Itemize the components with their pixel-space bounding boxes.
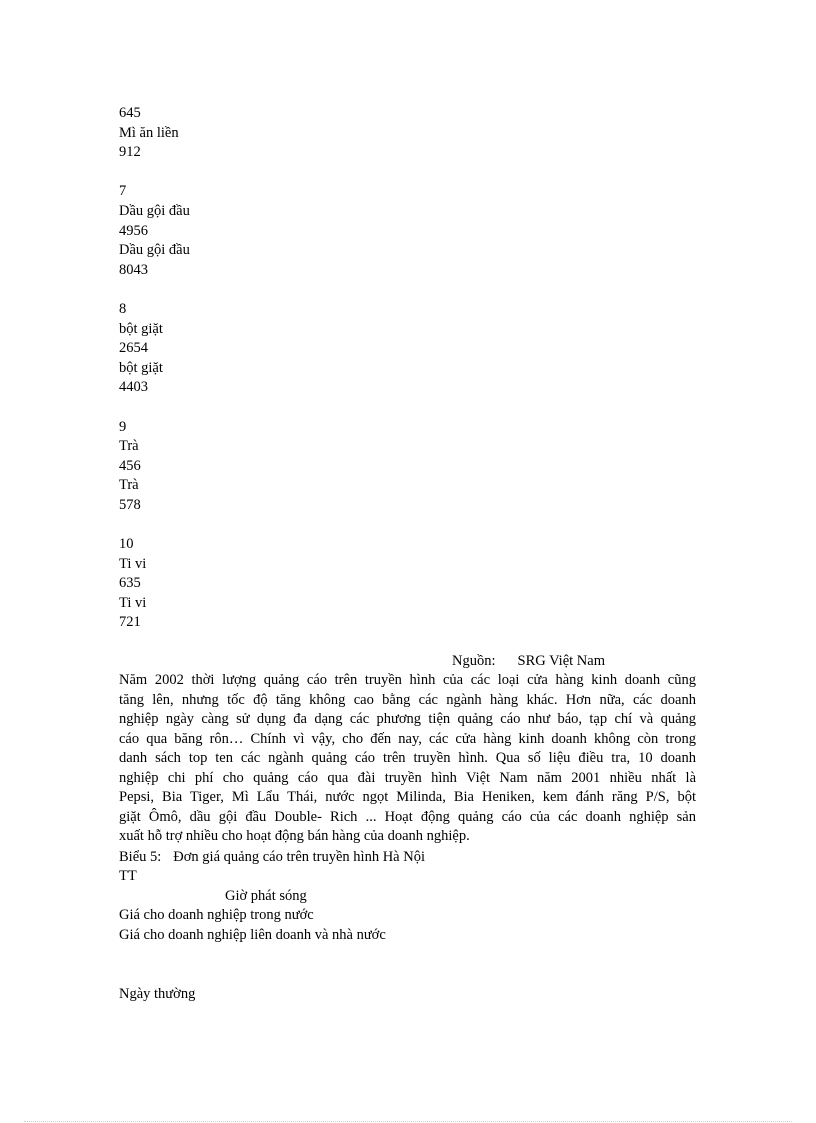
table-cell: Ti vi bbox=[119, 594, 147, 611]
table-cell: bột giặt bbox=[119, 359, 163, 376]
table-cell: 2654 bbox=[119, 340, 148, 357]
table-cell: Mì ăn liền bbox=[119, 124, 179, 141]
table-cell: 4403 bbox=[119, 379, 148, 396]
table-cell: 4956 bbox=[119, 222, 148, 239]
price-table-header-tt: TT bbox=[119, 868, 137, 884]
table-cell: bột giặt bbox=[119, 320, 163, 337]
paragraph-line: Pepsi, Bia Tiger, Mì Lẩu Thái, nước ngọt Milinda, Bia Heniken, kem đánh răng P/S, bột bbox=[119, 789, 696, 805]
source-label: Nguồn: bbox=[452, 653, 496, 669]
table-cell: 456 bbox=[119, 457, 141, 474]
caption-label: Biểu 5: bbox=[119, 849, 162, 865]
price-table-header-joint: Giá cho doanh nghiệp liên doanh và nhà nước bbox=[119, 927, 386, 943]
table-cell: Trà bbox=[119, 438, 139, 455]
price-table-row-weekday: Ngày thường bbox=[119, 986, 196, 1002]
table-row-rank: 10 bbox=[119, 536, 134, 553]
figure-caption bbox=[119, 848, 425, 868]
paragraph-line: nghiệp chi phí cho quảng cáo qua đài truyền hình Việt Nam năm 2001 nhiều nhất là bbox=[119, 769, 696, 786]
table-cell: 721 bbox=[119, 614, 141, 631]
source-note bbox=[452, 652, 605, 672]
source-name: SRG Việt Nam bbox=[517, 653, 605, 669]
paragraph-line: xuất hỗ trợ nhiều cho hoạt động bán hàng của doanh nghiệp. bbox=[119, 828, 470, 844]
table-cell: 578 bbox=[119, 496, 141, 513]
paragraph-line: tăng lên, nhưng tốc độ tăng không cao bằng các ngành hàng khác. Hơn nữa, các doanh bbox=[119, 691, 696, 708]
table-row-rank: 8 bbox=[119, 300, 127, 317]
paragraph-line: cáo qua băng rôn… Chính vì vậy, cho đến nay, các cửa hàng kinh doanh không còn trong bbox=[119, 730, 696, 747]
paragraph-line: Năm 2002 thời lượng quảng cáo trên truyền hình của các loại cửa hàng kinh doanh cũng bbox=[119, 672, 696, 688]
table-cell: 645 bbox=[119, 105, 141, 121]
price-table-header-time: Giờ phát sóng bbox=[225, 888, 307, 904]
table-cell: 8043 bbox=[119, 261, 148, 278]
body-paragraph bbox=[119, 671, 696, 847]
ranking-table-continuation bbox=[119, 104, 190, 633]
table-row-rank: 9 bbox=[119, 418, 127, 435]
paragraph-line: nghiệp ngày càng sử dụng đa dạng các phương tiện quảng cáo như báo, tạp chí và quảng bbox=[119, 711, 696, 727]
page-bottom-rule bbox=[24, 1121, 792, 1122]
table-cell: Dầu gội đầu bbox=[119, 242, 190, 259]
paragraph-line: danh sách top ten các ngành quảng cáo trên truyền hình. Qua số liệu điều tra, 10 doanh bbox=[119, 750, 696, 766]
table-cell: Dầu gội đầu bbox=[119, 202, 190, 219]
table-row-rank: 7 bbox=[119, 183, 127, 200]
table-cell: 912 bbox=[119, 144, 141, 161]
table-cell: Trà bbox=[119, 477, 139, 494]
table-cell: 635 bbox=[119, 575, 141, 592]
price-table-header-domestic: Giá cho doanh nghiệp trong nước bbox=[119, 907, 314, 923]
caption-text: Đơn giá quảng cáo trên truyền hình Hà Nội bbox=[173, 849, 425, 865]
table-cell: Ti vi bbox=[119, 555, 147, 572]
paragraph-line: giặt Ômô, dầu gội đầu Double- Rich ... Hoạt động quảng cáo của các doanh nghiệp sản bbox=[119, 808, 696, 825]
